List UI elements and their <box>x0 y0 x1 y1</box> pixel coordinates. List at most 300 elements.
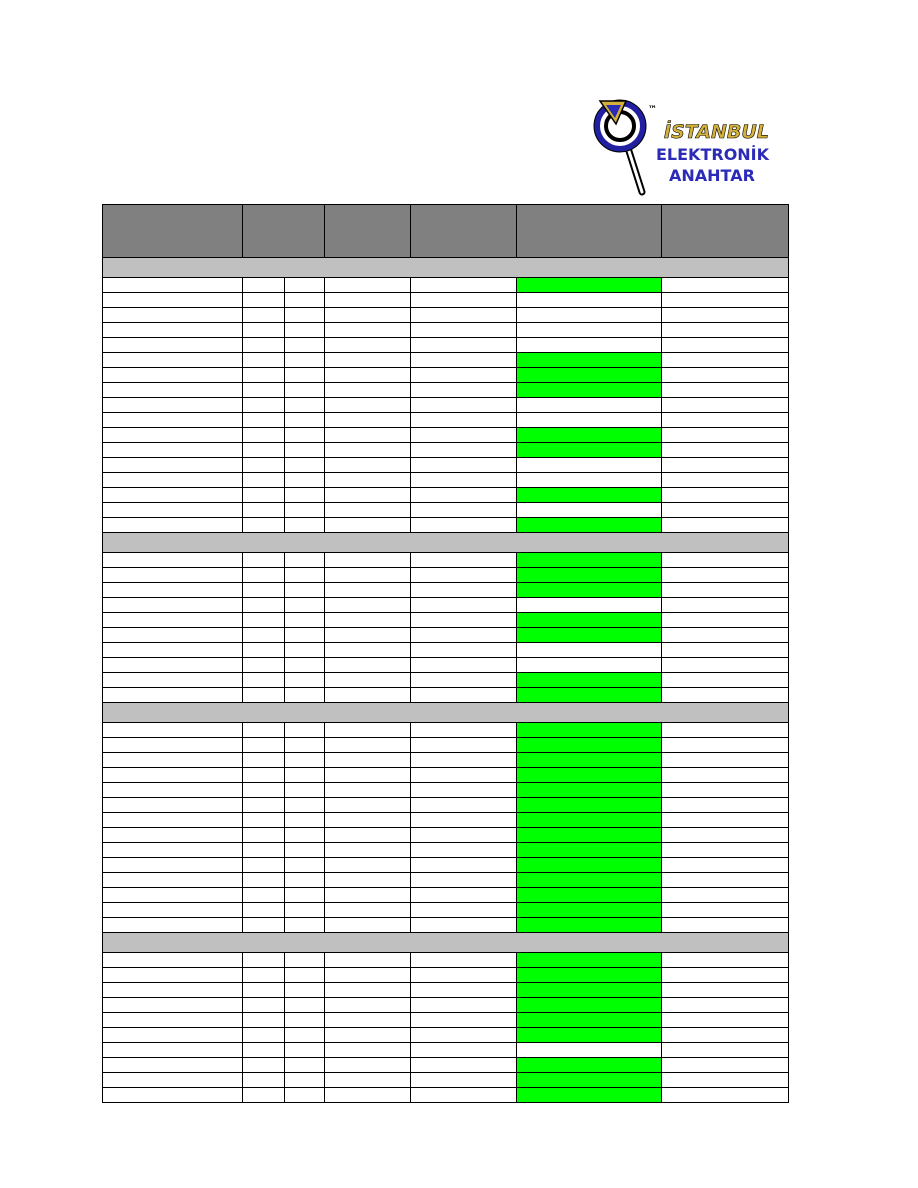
table-cell <box>103 293 243 308</box>
table-cell <box>285 783 325 798</box>
table-cell <box>662 858 789 873</box>
magnifier-key-icon <box>592 98 782 198</box>
status-cell-available <box>517 1028 662 1043</box>
status-cell-available <box>517 443 662 458</box>
table-cell <box>411 723 517 738</box>
table-cell <box>325 293 411 308</box>
table-cell <box>662 688 789 703</box>
header-cell <box>411 205 517 258</box>
table-cell <box>325 1043 411 1058</box>
table-cell <box>103 688 243 703</box>
table-cell <box>411 613 517 628</box>
table-row <box>103 1073 789 1088</box>
table-cell <box>103 518 243 533</box>
table-row <box>103 413 789 428</box>
table-cell <box>243 518 285 533</box>
table-cell <box>285 473 325 488</box>
table-cell <box>325 518 411 533</box>
table-cell <box>325 753 411 768</box>
table-row <box>103 443 789 458</box>
table-cell <box>243 368 285 383</box>
table-cell <box>411 398 517 413</box>
table-cell <box>243 688 285 703</box>
table-cell <box>285 753 325 768</box>
table-cell <box>243 553 285 568</box>
table-cell <box>325 323 411 338</box>
table-cell <box>662 628 789 643</box>
table-cell <box>103 768 243 783</box>
table-cell <box>325 918 411 933</box>
status-cell <box>517 413 662 428</box>
table-cell <box>243 658 285 673</box>
table-cell <box>103 968 243 983</box>
table-cell <box>285 553 325 568</box>
table-row <box>103 1058 789 1073</box>
table-cell <box>285 738 325 753</box>
table-cell <box>243 308 285 323</box>
table-cell <box>411 488 517 503</box>
table-cell <box>243 888 285 903</box>
table-cell <box>411 983 517 998</box>
table-cell <box>325 903 411 918</box>
table-cell <box>243 428 285 443</box>
table-cell <box>103 953 243 968</box>
table-cell <box>325 1028 411 1043</box>
table-cell <box>103 598 243 613</box>
table-body <box>103 258 789 1103</box>
table-row <box>103 473 789 488</box>
table-cell <box>103 628 243 643</box>
table-row <box>103 553 789 568</box>
table-cell <box>411 338 517 353</box>
table-row <box>103 293 789 308</box>
table-row <box>103 903 789 918</box>
table-cell <box>662 568 789 583</box>
table-cell <box>285 518 325 533</box>
table-cell <box>411 428 517 443</box>
header-cell <box>325 205 411 258</box>
status-cell-available <box>517 768 662 783</box>
table-cell <box>103 873 243 888</box>
table-cell <box>411 503 517 518</box>
table-row <box>103 858 789 873</box>
table-cell <box>103 553 243 568</box>
table-cell <box>325 383 411 398</box>
table-cell <box>325 643 411 658</box>
table-cell <box>662 323 789 338</box>
table-cell <box>285 503 325 518</box>
table-cell <box>285 828 325 843</box>
table-cell <box>662 643 789 658</box>
table-cell <box>325 568 411 583</box>
table-cell <box>243 903 285 918</box>
table-cell <box>325 583 411 598</box>
table-cell <box>325 888 411 903</box>
logo-line2: ELEKTRONİK <box>656 145 770 164</box>
table-cell <box>103 1043 243 1058</box>
section-header-cell <box>103 258 789 278</box>
table-cell <box>285 488 325 503</box>
table-row <box>103 768 789 783</box>
status-cell-available <box>517 583 662 598</box>
table-cell <box>243 643 285 658</box>
table-cell <box>243 1073 285 1088</box>
table-cell <box>285 1028 325 1043</box>
table-cell <box>103 458 243 473</box>
section-header-row <box>103 933 789 953</box>
table-cell <box>411 998 517 1013</box>
table-cell <box>411 368 517 383</box>
table-cell <box>411 953 517 968</box>
table-row <box>103 738 789 753</box>
table-cell <box>662 1058 789 1073</box>
table-row <box>103 338 789 353</box>
table-cell <box>411 598 517 613</box>
table-cell <box>662 428 789 443</box>
status-cell-available <box>517 688 662 703</box>
table-cell <box>285 598 325 613</box>
table-row <box>103 353 789 368</box>
section-header-row <box>103 703 789 723</box>
table-cell <box>243 613 285 628</box>
table-cell <box>103 413 243 428</box>
table-cell <box>243 1028 285 1043</box>
status-cell-available <box>517 383 662 398</box>
table-cell <box>325 783 411 798</box>
table-cell <box>103 783 243 798</box>
table-row <box>103 953 789 968</box>
table-cell <box>285 918 325 933</box>
table-row <box>103 278 789 293</box>
table-cell <box>103 918 243 933</box>
status-cell-available <box>517 738 662 753</box>
table-cell <box>411 798 517 813</box>
table-cell <box>411 443 517 458</box>
table-cell <box>662 368 789 383</box>
table-cell <box>285 338 325 353</box>
table-cell <box>411 1088 517 1103</box>
table-cell <box>411 843 517 858</box>
table-cell <box>662 278 789 293</box>
header-cell <box>662 205 789 258</box>
status-cell-available <box>517 368 662 383</box>
table-row <box>103 888 789 903</box>
table-cell <box>103 828 243 843</box>
table-cell <box>411 583 517 598</box>
table-cell <box>103 813 243 828</box>
table-cell <box>285 293 325 308</box>
table-cell <box>411 813 517 828</box>
table-row <box>103 488 789 503</box>
table-row <box>103 723 789 738</box>
table-row <box>103 983 789 998</box>
status-cell-available <box>517 873 662 888</box>
company-logo <box>592 98 782 198</box>
table-row <box>103 813 789 828</box>
table-cell <box>411 658 517 673</box>
table-cell <box>103 383 243 398</box>
table-cell <box>411 918 517 933</box>
status-cell-available <box>517 918 662 933</box>
table-cell <box>411 828 517 843</box>
table-cell <box>285 1043 325 1058</box>
table-cell <box>285 353 325 368</box>
table-cell <box>243 598 285 613</box>
table-cell <box>285 568 325 583</box>
table-cell <box>662 723 789 738</box>
table-cell <box>662 953 789 968</box>
table-cell <box>285 688 325 703</box>
table-cell <box>662 413 789 428</box>
table-cell <box>103 858 243 873</box>
table-row <box>103 843 789 858</box>
data-table <box>102 204 789 1103</box>
status-cell <box>517 473 662 488</box>
table-row <box>103 383 789 398</box>
table-cell <box>662 873 789 888</box>
table-row <box>103 1088 789 1103</box>
status-cell-available <box>517 553 662 568</box>
status-cell <box>517 308 662 323</box>
table-cell <box>662 293 789 308</box>
table-cell <box>103 443 243 458</box>
table-cell <box>662 903 789 918</box>
table-cell <box>325 338 411 353</box>
status-cell-available <box>517 998 662 1013</box>
table-row <box>103 828 789 843</box>
table-row <box>103 688 789 703</box>
table-cell <box>662 553 789 568</box>
table-cell <box>103 643 243 658</box>
status-cell-available <box>517 903 662 918</box>
table-cell <box>662 1013 789 1028</box>
table-cell <box>243 873 285 888</box>
table-cell <box>662 458 789 473</box>
table-cell <box>103 843 243 858</box>
table-cell <box>411 858 517 873</box>
table-cell <box>325 658 411 673</box>
table-row <box>103 753 789 768</box>
table-cell <box>103 428 243 443</box>
table-cell <box>662 353 789 368</box>
table-cell <box>243 673 285 688</box>
table-cell <box>662 813 789 828</box>
table-cell <box>325 278 411 293</box>
table-cell <box>411 968 517 983</box>
table-cell <box>411 353 517 368</box>
status-cell-available <box>517 1013 662 1028</box>
table-cell <box>411 1073 517 1088</box>
table-cell <box>243 983 285 998</box>
table-row <box>103 598 789 613</box>
table-cell <box>325 1073 411 1088</box>
table-cell <box>411 753 517 768</box>
table-row <box>103 628 789 643</box>
table-cell <box>411 473 517 488</box>
table-row <box>103 368 789 383</box>
table-cell <box>103 1058 243 1073</box>
table-cell <box>103 1028 243 1043</box>
table-cell <box>325 983 411 998</box>
table-cell <box>325 308 411 323</box>
status-cell <box>517 323 662 338</box>
table-cell <box>103 278 243 293</box>
status-cell-available <box>517 723 662 738</box>
table-cell <box>103 338 243 353</box>
table-cell <box>662 658 789 673</box>
table-cell <box>243 338 285 353</box>
table-cell <box>243 413 285 428</box>
table-cell <box>243 583 285 598</box>
table-cell <box>285 583 325 598</box>
table-cell <box>411 278 517 293</box>
table-cell <box>285 1013 325 1028</box>
table-cell <box>243 1058 285 1073</box>
status-cell <box>517 1043 662 1058</box>
table-cell <box>411 413 517 428</box>
status-cell-available <box>517 783 662 798</box>
table-cell <box>285 658 325 673</box>
table-row <box>103 873 789 888</box>
table-cell <box>243 1043 285 1058</box>
table-cell <box>325 953 411 968</box>
table-cell <box>285 368 325 383</box>
status-cell-available <box>517 858 662 873</box>
table-cell <box>285 398 325 413</box>
table-cell <box>662 918 789 933</box>
table-cell <box>411 688 517 703</box>
table-cell <box>103 308 243 323</box>
table-cell <box>411 643 517 658</box>
table-cell <box>411 568 517 583</box>
table-cell <box>411 673 517 688</box>
status-cell <box>517 338 662 353</box>
table-cell <box>285 983 325 998</box>
header-cell <box>103 205 243 258</box>
table-cell <box>325 768 411 783</box>
status-cell-available <box>517 1058 662 1073</box>
table-cell <box>285 1088 325 1103</box>
status-cell-available <box>517 953 662 968</box>
status-cell-available <box>517 813 662 828</box>
table-cell <box>285 673 325 688</box>
table-cell <box>325 843 411 858</box>
table-cell <box>243 458 285 473</box>
table-cell <box>411 738 517 753</box>
table-cell <box>103 1073 243 1088</box>
table-cell <box>411 783 517 798</box>
table-cell <box>243 828 285 843</box>
table-cell <box>243 768 285 783</box>
section-header-row <box>103 258 789 278</box>
table-cell <box>662 998 789 1013</box>
table-cell <box>285 723 325 738</box>
table-cell <box>411 518 517 533</box>
table-cell <box>285 308 325 323</box>
table-cell <box>103 738 243 753</box>
table-cell <box>103 798 243 813</box>
status-cell <box>517 643 662 658</box>
table-cell <box>325 398 411 413</box>
table-cell <box>285 628 325 643</box>
table-cell <box>243 503 285 518</box>
table-cell <box>103 998 243 1013</box>
table-cell <box>103 723 243 738</box>
table-cell <box>411 308 517 323</box>
table-cell <box>662 1073 789 1088</box>
table-row <box>103 1013 789 1028</box>
table-row <box>103 583 789 598</box>
table-cell <box>243 383 285 398</box>
table-cell <box>325 738 411 753</box>
status-cell-available <box>517 1073 662 1088</box>
table-cell <box>285 1058 325 1073</box>
table-cell <box>411 768 517 783</box>
table-cell <box>285 323 325 338</box>
table-cell <box>103 583 243 598</box>
table-cell <box>325 798 411 813</box>
table-cell <box>285 953 325 968</box>
table-cell <box>662 968 789 983</box>
table-row <box>103 323 789 338</box>
table-cell <box>411 1013 517 1028</box>
table-cell <box>662 753 789 768</box>
table-cell <box>411 903 517 918</box>
table-cell <box>285 903 325 918</box>
logo-line1: İSTANBUL <box>664 121 769 143</box>
table-cell <box>662 583 789 598</box>
status-cell-available <box>517 628 662 643</box>
table-cell <box>285 998 325 1013</box>
table-row <box>103 968 789 983</box>
table-cell <box>325 813 411 828</box>
table-cell <box>243 1088 285 1103</box>
table-cell <box>325 1088 411 1103</box>
table-cell <box>325 443 411 458</box>
status-cell <box>517 458 662 473</box>
table-row <box>103 1028 789 1043</box>
table-cell <box>285 413 325 428</box>
table-cell <box>662 888 789 903</box>
table-cell <box>285 858 325 873</box>
table-row <box>103 798 789 813</box>
table-cell <box>243 323 285 338</box>
table-cell <box>103 473 243 488</box>
table-row <box>103 658 789 673</box>
table-cell <box>325 488 411 503</box>
table-row <box>103 998 789 1013</box>
table-row <box>103 518 789 533</box>
table-cell <box>662 768 789 783</box>
table-cell <box>325 503 411 518</box>
table-cell <box>662 613 789 628</box>
table-cell <box>325 688 411 703</box>
logo-trademark: ™ <box>648 105 657 115</box>
section-header-cell <box>103 703 789 723</box>
table-cell <box>243 843 285 858</box>
table-cell <box>285 458 325 473</box>
status-cell <box>517 658 662 673</box>
status-cell-available <box>517 843 662 858</box>
table-cell <box>662 308 789 323</box>
table-row <box>103 503 789 518</box>
table-cell <box>103 1088 243 1103</box>
table-cell <box>285 968 325 983</box>
table-cell <box>243 443 285 458</box>
table-cell <box>662 983 789 998</box>
table-cell <box>285 613 325 628</box>
table-row <box>103 1043 789 1058</box>
